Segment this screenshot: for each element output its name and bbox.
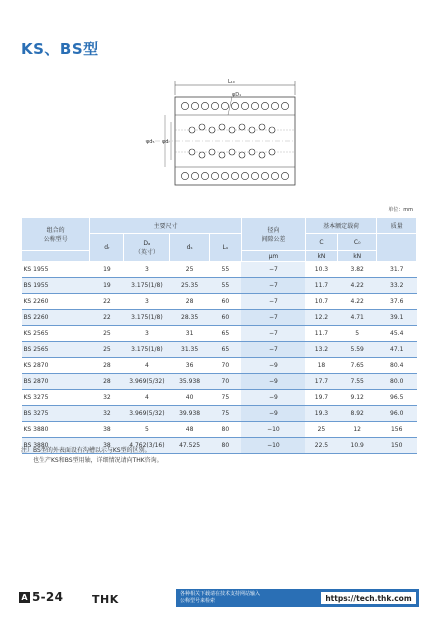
cell-model: BS 2870 [22, 374, 90, 390]
cell-C0: 5.59 [337, 342, 377, 358]
header-load: 基本额定载荷 [305, 218, 377, 234]
ball [199, 152, 205, 158]
cell-model: BS 3880 [22, 438, 90, 454]
cell-mass: 96.0 [377, 406, 417, 422]
cell-C: 13.2 [305, 342, 337, 358]
ball [221, 172, 228, 179]
footer-msg-line-2: 公称型号来检索 [180, 598, 216, 604]
cell-Lw: 70 [209, 358, 241, 374]
cell-dr: 25 [90, 342, 124, 358]
ball-dia-label: φD₁ [232, 92, 242, 98]
cell-Da: 3.175(1/8) [124, 310, 170, 326]
ball [181, 102, 188, 109]
ball [229, 149, 235, 155]
ball [239, 124, 245, 130]
cell-ds: 48 [170, 422, 210, 438]
cell-clear: −7 [241, 342, 305, 358]
ball [209, 149, 215, 155]
cell-C0: 4.22 [337, 294, 377, 310]
ball [271, 172, 278, 179]
ball [201, 102, 208, 109]
cell-model: BS 3275 [22, 406, 90, 422]
ball [261, 102, 268, 109]
cell-clear: −7 [241, 294, 305, 310]
cell-C: 17.7 [305, 374, 337, 390]
cell-mass: 45.4 [377, 326, 417, 342]
cell-model: BS 2565 [22, 342, 90, 358]
cell-clear: −7 [241, 326, 305, 342]
header-model: 组合的 公称型号 [22, 218, 90, 251]
ball [191, 102, 198, 109]
table-row [22, 278, 417, 294]
cell-Lw: 65 [209, 326, 241, 342]
table-row [22, 294, 417, 310]
ball [269, 149, 275, 155]
cell-mass: 47.1 [377, 342, 417, 358]
ball [259, 152, 265, 158]
cell-C0: 12 [337, 422, 377, 438]
cell-C0: 8.92 [337, 406, 377, 422]
ball [241, 172, 248, 179]
table-row [22, 374, 417, 390]
table-row [22, 326, 417, 342]
cell-dr: 38 [90, 438, 124, 454]
cell-dr: 38 [90, 422, 124, 438]
ball [281, 102, 288, 109]
cell-ds: 25.35 [170, 278, 210, 294]
ball [251, 102, 258, 109]
cell-ds: 39.938 [170, 406, 210, 422]
cell-dr: 28 [90, 358, 124, 374]
cell-Lw: 55 [209, 262, 241, 278]
ball [269, 127, 275, 133]
ball [239, 152, 245, 158]
cell-Da: 3.175(1/8) [124, 342, 170, 358]
cell-model: KS 1955 [22, 262, 90, 278]
ball [211, 102, 218, 109]
cell-C: 19.7 [305, 390, 337, 406]
page-num-text: 5-24 [32, 590, 64, 604]
cell-mass: 80.4 [377, 358, 417, 374]
inner-dia-label: φdᵣ [162, 139, 170, 145]
header-clearance: 径向 间隙公差 [241, 218, 305, 251]
cell-Da: 3.969(5/32) [124, 374, 170, 390]
support-link[interactable]: https://tech.thk.com [321, 592, 416, 604]
cell-C0: 4.71 [337, 310, 377, 326]
ball [261, 172, 268, 179]
cell-Lw: 55 [209, 278, 241, 294]
cell-model: BS 2260 [22, 310, 90, 326]
cell-ds: 25 [170, 262, 210, 278]
footer-message [180, 591, 260, 605]
cell-Da: 4 [124, 390, 170, 406]
cell-Da: 4.762(3/16) [124, 438, 170, 454]
cell-C: 11.7 [305, 278, 337, 294]
cell-clear: −9 [241, 390, 305, 406]
cell-mass: 33.2 [377, 278, 417, 294]
cell-clear: −7 [241, 262, 305, 278]
cell-Da: 3 [124, 262, 170, 278]
cell-C: 22.5 [305, 438, 337, 454]
cell-model: KS 2565 [22, 326, 90, 342]
cell-Da: 3 [124, 326, 170, 342]
cell-Da: 3.175(1/8) [124, 278, 170, 294]
cell-Lw: 80 [209, 438, 241, 454]
length-label: L₁₀ [228, 79, 235, 85]
cell-C: 18 [305, 358, 337, 374]
cell-C0: 10.9 [337, 438, 377, 454]
ball [221, 102, 228, 109]
cell-clear: −10 [241, 422, 305, 438]
cell-Lw: 60 [209, 310, 241, 326]
cell-C0: 7.65 [337, 358, 377, 374]
ball [209, 127, 215, 133]
ball [191, 172, 198, 179]
header-C0: C₀ [337, 234, 377, 251]
cell-ds: 36 [170, 358, 210, 374]
cell-ds: 40 [170, 390, 210, 406]
spec-table [21, 217, 417, 454]
unit-label: 单位：mm [388, 207, 413, 213]
cell-Lw: 75 [209, 390, 241, 406]
cell-C: 10.7 [305, 294, 337, 310]
cell-dr: 19 [90, 262, 124, 278]
cell-Lw: 75 [209, 406, 241, 422]
cell-dr: 32 [90, 390, 124, 406]
cell-clear: −10 [241, 438, 305, 454]
cell-C0: 7.55 [337, 374, 377, 390]
ball [251, 172, 258, 179]
cell-C: 11.7 [305, 326, 337, 342]
footer-bar [176, 589, 419, 607]
cell-dr: 32 [90, 406, 124, 422]
ball [241, 102, 248, 109]
outer-dia-label: φd₅ [146, 139, 155, 145]
cell-model: KS 2260 [22, 294, 90, 310]
cell-model: BS 1955 [22, 278, 90, 294]
header-main-dims: 主要尺寸 [90, 218, 242, 234]
cell-clear: −9 [241, 358, 305, 374]
cell-ds: 28 [170, 294, 210, 310]
cell-Da: 3 [124, 294, 170, 310]
ball [181, 172, 188, 179]
cell-mass: 39.1 [377, 310, 417, 326]
cell-Da: 5 [124, 422, 170, 438]
thk-logo: THK [92, 593, 119, 606]
header-Lw: Lᵤ [209, 234, 241, 262]
header-unit-C: kN [305, 251, 337, 262]
table-row [22, 342, 417, 358]
cell-C: 10.3 [305, 262, 337, 278]
table-row [22, 310, 417, 326]
cell-Da: 4 [124, 358, 170, 374]
cell-dr: 22 [90, 294, 124, 310]
cell-C0: 4.22 [337, 278, 377, 294]
cell-mass: 96.5 [377, 390, 417, 406]
cell-C: 19.3 [305, 406, 337, 422]
cell-Lw: 60 [209, 294, 241, 310]
section-badge: A [19, 592, 30, 603]
cell-Da: 3.969(5/32) [124, 406, 170, 422]
cell-model: KS 3275 [22, 390, 90, 406]
table-row [22, 262, 417, 278]
cell-Lw: 80 [209, 422, 241, 438]
ball [229, 127, 235, 133]
ball [189, 149, 195, 155]
ball [249, 127, 255, 133]
ball [199, 124, 205, 130]
cell-C0: 5 [337, 326, 377, 342]
cell-clear: −7 [241, 310, 305, 326]
table-row [22, 422, 417, 438]
cell-dr: 19 [90, 278, 124, 294]
cell-mass: 31.7 [377, 262, 417, 278]
cell-C0: 3.82 [337, 262, 377, 278]
cell-mass: 150 [377, 438, 417, 454]
cell-mass: 80.0 [377, 374, 417, 390]
ball [249, 149, 255, 155]
footnote [21, 446, 163, 466]
ball [211, 172, 218, 179]
header-ds: dₛ [170, 234, 210, 262]
cell-ds: 31 [170, 326, 210, 342]
cell-C: 12.2 [305, 310, 337, 326]
ball [189, 127, 195, 133]
cell-clear: −9 [241, 374, 305, 390]
cell-C0: 9.12 [337, 390, 377, 406]
cell-model: KS 3880 [22, 422, 90, 438]
cell-model: KS 2870 [22, 358, 90, 374]
cell-ds: 28.35 [170, 310, 210, 326]
header-dr: dᵣ [90, 234, 124, 262]
cell-clear: −9 [241, 406, 305, 422]
header-Da: Dₐ （英寸） [124, 234, 170, 262]
cell-Lw: 70 [209, 374, 241, 390]
note-line-2: 也生产KS和BS型用轴，详细情况请向THK咨询。 [33, 457, 163, 464]
header-unit-C0: kN [337, 251, 377, 262]
cell-dr: 28 [90, 374, 124, 390]
ball [231, 172, 238, 179]
footer-msg-line-1: 各种相关下载请在技术支持网站输入 [180, 591, 261, 597]
header-mass: 质量 [377, 218, 417, 234]
header-C: C [305, 234, 337, 251]
cell-ds: 35.938 [170, 374, 210, 390]
ball [219, 124, 225, 130]
bearing-diagram [140, 75, 315, 195]
ball [271, 102, 278, 109]
ball [201, 172, 208, 179]
ball [231, 102, 238, 109]
cell-Lw: 65 [209, 342, 241, 358]
ball [259, 124, 265, 130]
cell-ds: 31.35 [170, 342, 210, 358]
table-row [22, 358, 417, 374]
ball [219, 152, 225, 158]
cell-dr: 25 [90, 326, 124, 342]
cell-mass: 156 [377, 422, 417, 438]
cell-mass: 37.6 [377, 294, 417, 310]
table-row [22, 390, 417, 406]
ball [281, 172, 288, 179]
table-row [22, 406, 417, 422]
cell-dr: 22 [90, 310, 124, 326]
cell-clear: −7 [241, 278, 305, 294]
page-title: KS、BS型 [21, 40, 99, 58]
note-line-1: 注）BS型的外表面设有沟槽以示与KS型的区别。 [21, 447, 151, 454]
page-number [19, 590, 63, 604]
header-unit-clear: μm [241, 251, 305, 262]
cell-ds: 47.525 [170, 438, 210, 454]
cell-C: 25 [305, 422, 337, 438]
